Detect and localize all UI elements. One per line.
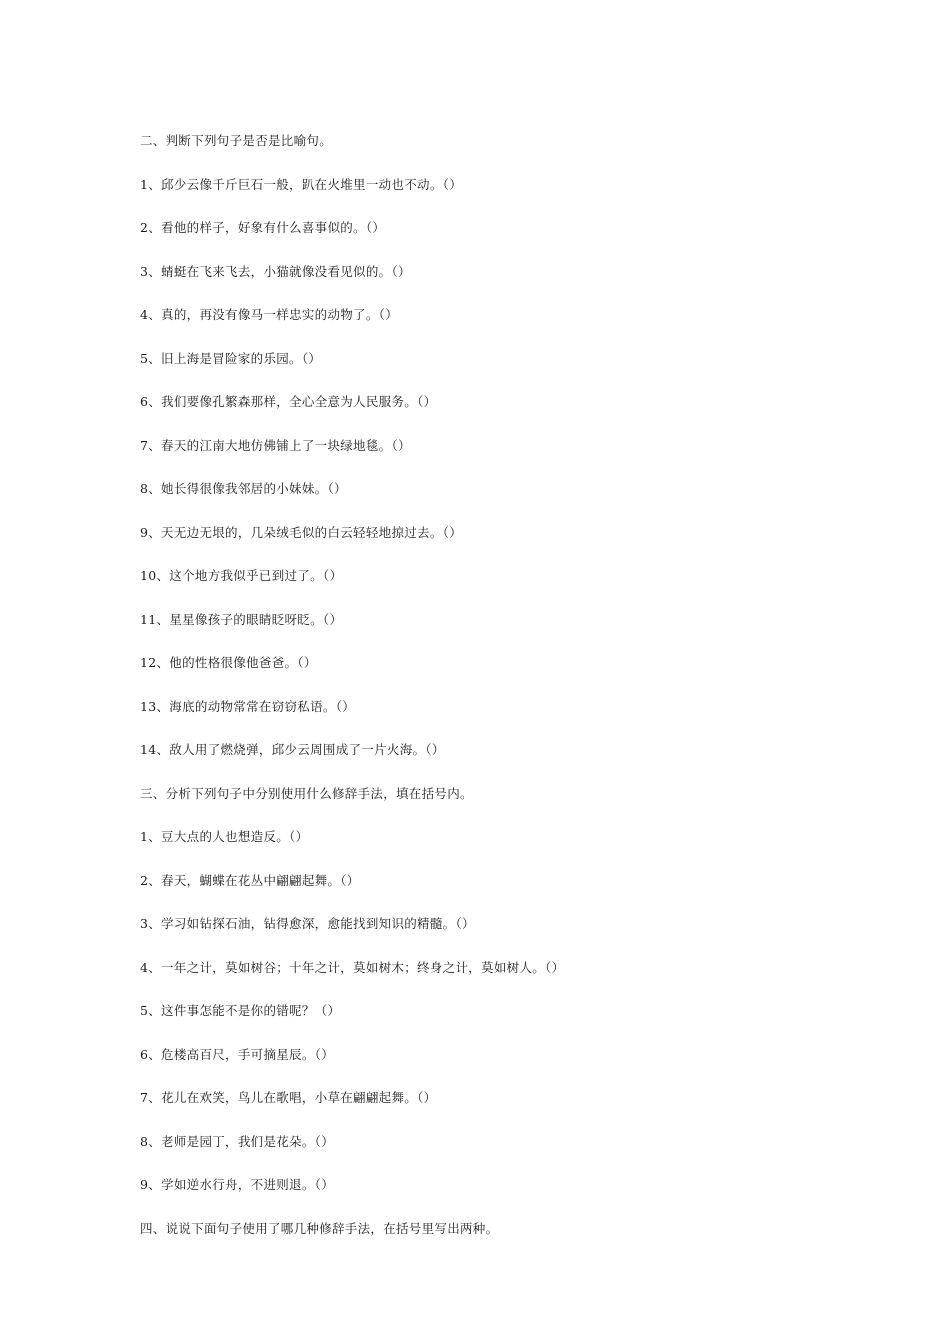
question-item: 9、天无边无垠的，几朵绒毛似的白云轻轻地掠过去。（）: [140, 524, 463, 540]
question-item: 10、这个地方我似乎已到过了。（）: [140, 568, 343, 583]
question-item: 1、豆大点的人也想造反。（）: [140, 829, 309, 844]
question-item: 4、一年之计，莫如树谷；十年之计，莫如树木；终身之计，莫如树人。（）: [140, 959, 565, 975]
question-item: 2、看他的样子，好象有什么喜事似的。（）: [140, 220, 386, 235]
section-heading-3: 三、分析下列句子中分别使用什么修辞手法，填在括号内。: [140, 785, 473, 801]
question-item: 14、敌人用了燃烧弹，邱少云周围成了一片火海。（）: [140, 742, 445, 757]
document-page: [140, 131, 900, 1262]
question-item: 12、他的性格很像他爸爸。（）: [140, 655, 317, 670]
question-item: 11、星星像孩子的眼睛眨呀眨。（）: [140, 611, 343, 627]
question-item: 8、老师是园丁，我们是花朵。（）: [140, 1133, 335, 1149]
question-item: 2、春天，蝴蝶在花丛中翩翩起舞。（）: [140, 872, 360, 888]
section-heading-2: 二、判断下列句子是否是比喻句。: [140, 133, 333, 148]
question-item: 5、旧上海是冒险家的乐园。（）: [140, 350, 322, 366]
question-item: 7、春天的江南大地仿佛铺上了一块绿地毯。（）: [140, 437, 411, 453]
section-heading-4: 四、说说下面句子使用了哪几种修辞手法，在括号里写出两种。: [140, 1220, 499, 1236]
question-item: 3、蜻蜓在飞来飞去，小猫就像没看见似的。（）: [140, 263, 411, 279]
question-item: 6、危楼高百尺，手可摘星辰。（）: [140, 1046, 335, 1062]
question-item: 13、海底的动物常常在窃窃私语。（）: [140, 698, 356, 714]
question-item: 6、我们要像孔繁森那样，全心全意为人民服务。（）: [140, 394, 437, 409]
question-item: 5、这件事怎能不是你的错呢？（）: [140, 1003, 341, 1018]
question-item: 8、她长得很像我邻居的小妹妹。（）: [140, 481, 347, 496]
question-item: 7、花儿在欢笑，鸟儿在歌唱，小草在翩翩起舞。（）: [140, 1090, 437, 1105]
question-item: 9、学如逆水行舟，不进则退。（）: [140, 1177, 335, 1192]
question-item: 3、学习如钻探石油，钻得愈深，愈能找到知识的精髓。（）: [140, 916, 475, 931]
question-item: 4、真的，再没有像马一样忠实的动物了。（）: [140, 307, 399, 322]
question-item: 1、邱少云像千斤巨石一般，趴在火堆里一动也不动。（）: [140, 176, 463, 192]
